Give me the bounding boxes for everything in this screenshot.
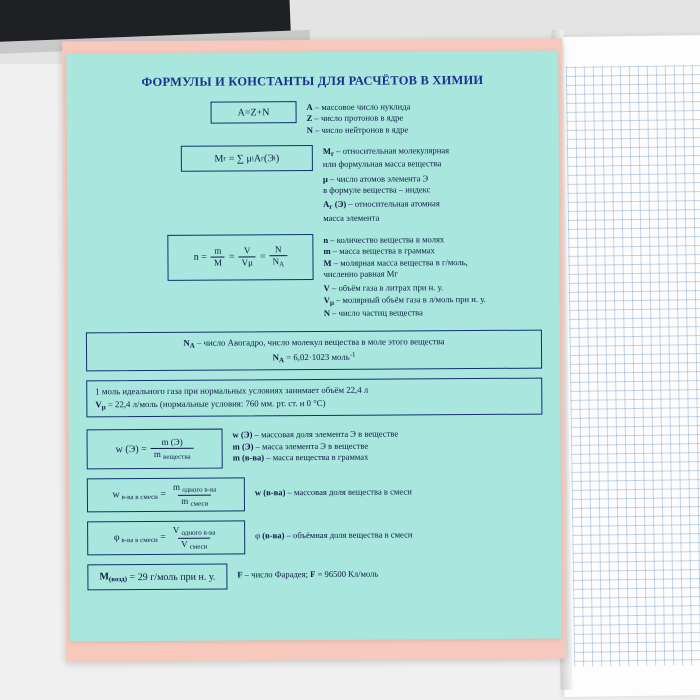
formula-box-mass-fraction-mixture: w $_{в-ва в смеси}$ = $\frac{m _{одного в-ва}}{m _{смеси}}$ bbox=[87, 478, 245, 513]
formula-block-volume-fraction bbox=[87, 519, 543, 556]
formula-block-air-faraday bbox=[87, 562, 543, 591]
formula-sheet bbox=[66, 51, 562, 642]
formula-box-nuclide: A=Z+N bbox=[211, 101, 297, 124]
formula-desc-volume-fraction: φ (в-ва) – объёмная доля вещества в смеси bbox=[255, 529, 413, 541]
constant-box-avogadro: $N_A$ – число Авогадро, число молекул вещества в моле этого вещества $N_A = 6,02\cdot 1023$ моль$^{-1}$ bbox=[86, 330, 542, 372]
constant-box-molar-volume: 1 моль идеального газа при нормальных условиях занимает объём 22,4 л $V_\mu = 22,4$ л/моль (нормальные условия: 760 мм. рт. ст. и 0 °С) bbox=[86, 378, 542, 418]
formula-desc-faraday: F – число Фарадея; F = 96500 Кл/моль bbox=[237, 568, 379, 580]
formula-block-1 bbox=[85, 100, 541, 138]
formula-block-3 bbox=[85, 232, 542, 320]
formula-desc-mass-fraction-element: w (Э) – массовая доля элемента Э в веществе m (Э) – масса элемента Э в веществе m (в-ва) – масса вещества в граммах bbox=[232, 428, 399, 463]
formula-block-2 bbox=[85, 144, 541, 226]
formula-desc-amount: n – количество вещества в молях m – масса вещества в граммах M – молярная масса вещества в г/моль, численно равная Mг V – объём газа в литрах при н. у. $V_\mu$ – молярный объём газа в л/моль при н. у. N – число частиц вещества bbox=[323, 234, 486, 318]
formula-box-molar-mass: M г = ∑ μ i A г (Э i ) bbox=[181, 145, 313, 172]
formula-box-air-molar-mass: $M_{(возд)}$ = 29 г/моль при н. у. bbox=[87, 564, 227, 591]
grid-paper bbox=[566, 65, 700, 667]
formula-desc-mass-fraction-mixture: w (в-ва) – массовая доля вещества в смеси bbox=[254, 486, 412, 498]
formula-box-mass-fraction-element: w (Э) = $\frac{m (Э)}{m _{вещества}}$ bbox=[87, 429, 223, 470]
formula-block-mass-fraction-mixture bbox=[87, 476, 543, 513]
formula-desc-molar-mass: $M_г$ – относительная молекулярная или формульная масса вещества μ – число атомов элемента Э в формуле вещества – индекс $A_г$ (Э) – относительная атомная масса элемента bbox=[322, 145, 450, 223]
page-title: ФОРМУЛЫ И КОНСТАНТЫ ДЛЯ РАСЧЁТОВ В ХИМИИ bbox=[141, 72, 484, 90]
formula-box-volume-fraction: φ $_{в-ва в смеси}$ = $\frac{V _{одного в-ва}}{V _{смеси}}$ bbox=[87, 521, 245, 556]
formula-box-amount: n = $\frac{m}{M}$ = $\frac{V}{V\mu}$ = $\frac{N}{N_A}$ bbox=[167, 234, 313, 281]
formula-block-mass-fraction-element bbox=[87, 427, 543, 470]
formula-desc-nuclide: A – массовое число нуклида Z – число протонов в ядре N – число нейтронов в ядре bbox=[306, 101, 411, 135]
notebook-right-page bbox=[555, 35, 700, 697]
